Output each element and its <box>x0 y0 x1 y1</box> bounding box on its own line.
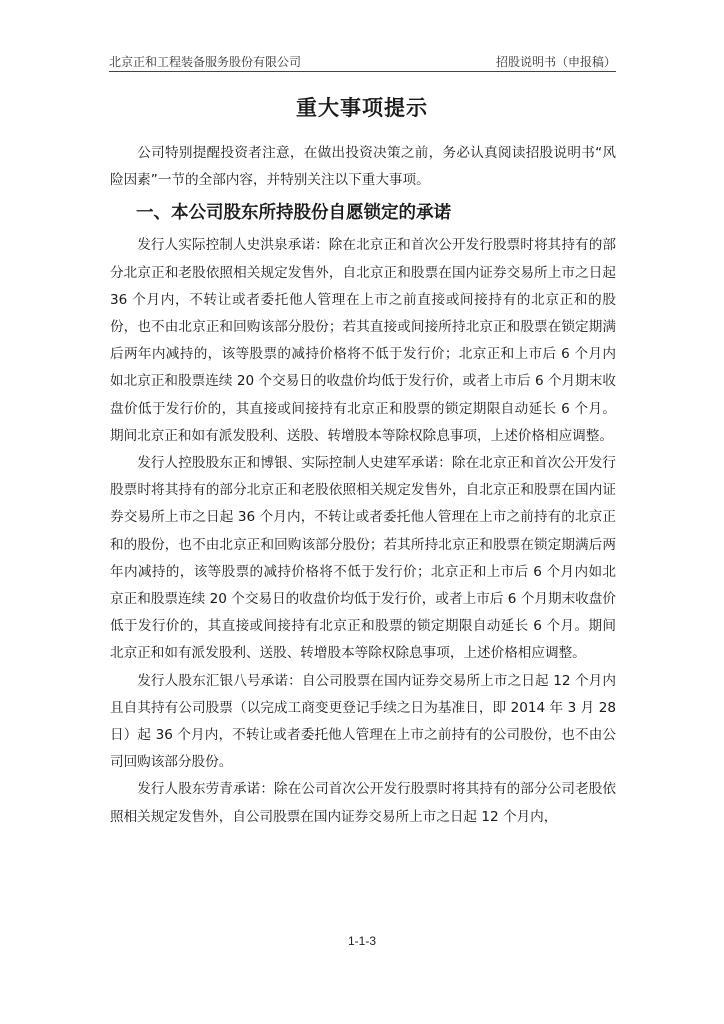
section-heading: 一、本公司股东所持股份自愿锁定的承诺 <box>136 203 451 224</box>
commitment-paragraph: 发行人股东劳青承诺：除在公司首次公开发行股票时将其持有的部分公司老股依照相关规定发售外，自公司股票在国内证券交易所上市之日起 12 个月内， <box>110 781 616 825</box>
intro-paragraph: 公司特别提醒投资者注意，在做出投资决策之前，务必认真阅读招股说明书“风险因素”一节的全部内容，并特别关注以下重大事项。 <box>110 145 616 189</box>
commitment-paragraph: 发行人股东汇银八号承诺：自公司股票在国内证券交易所上市之日起 12 个月内且自其持有公司股票（以完成工商变更登记手续之日为基准日，即 2014 年 3 月 28 日）起 36 个月内，不转让或者委托他人管理在上市之前持有的公司股份，也不由公司回购该部分股份。 <box>110 672 616 771</box>
commitment-paragraph: 发行人控股股东正和博银、实际控制人史建军承诺：除在北京正和首次公开发行股票时将其持有的部分北京正和老股依照相关规定发售外，自北京正和股票在国内证券交易所上市之日起 36 个月内，不转让或者委托他人管理在上市之前持有的北京正和的股份，也不由北京正和回购该部分股份；若其所持北京正和股票在锁定期满后两年内减持的，该等股票的减持价格将不低于发行价；北京正和上市后 6 个月内如北京正和股票连续 20 个交易日的收盘价均低于发行价，或者上市后 6 个月期末收盘价低于发行价的，其直接或间接持有北京正和股票的锁定期限自动延长 6 个月。期间北京正和如有派发股利、送股、转增股本等除权除息事项，上述价格相应调整。 <box>110 455 616 662</box>
document-body <box>110 140 616 831</box>
header-divider <box>109 71 616 72</box>
page-number: 1-1-3 <box>347 934 376 948</box>
page-header <box>109 50 616 70</box>
header-company-name: 北京正和工程装备服务股份有限公司 <box>109 55 302 69</box>
page-title: 重大事项提示 <box>296 96 428 120</box>
header-document-type: 招股说明书（申报稿） <box>495 55 616 69</box>
commitment-paragraph: 发行人实际控制人史洪泉承诺：除在北京正和首次公开发行股票时将其持有的部分北京正和老股依照相关规定发售外，自北京正和股票在国内证券交易所上市之日起 36 个月内，不转让或者委托他人管理在上市之前直接或间接持有的北京正和的股份，也不由北京正和回购该部分股份；若其直接或间接所持北京正和股票在锁定期满后两年内减持的，该等股票的减持价格将不低于发行价；北京正和上市后 6 个月内如北京正和股票连续 20 个交易日的收盘价均低于发行价，或者上市后 6 个月期末收盘价低于发行价的，其直接或间接持有北京正和股票的锁定期限自动延长 6 个月。期间北京正和如有派发股利、送股、转增股本等除权除息事项，上述价格相应调整。 <box>110 237 616 444</box>
